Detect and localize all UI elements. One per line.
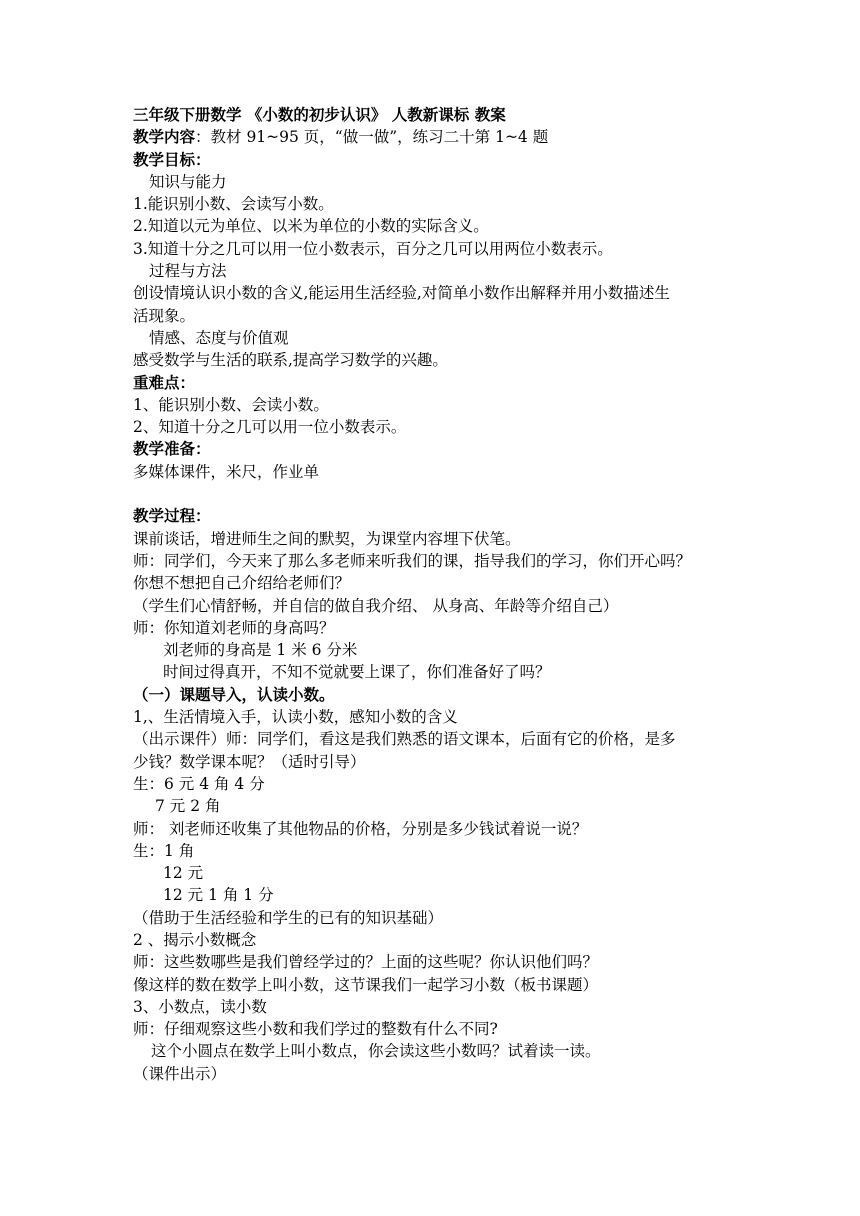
teaching-content-label: 教学内容 — [133, 127, 196, 147]
prep-text: 多媒体课件，米尺，作业单 — [133, 462, 320, 481]
process-line: 课前谈话，增进师生之间的默契，为课堂内容埋下伏笔。 — [133, 529, 521, 548]
process-line: 师：同学们，今天来了那么多老师来听我们的课，指导我们的学习，你们开心吗？ — [133, 551, 692, 570]
section3-line: 这个小圆点在数学上叫小数点，你会读这些小数吗？试着读一读。 — [151, 1042, 601, 1061]
keypoints-label: 重难点： — [133, 372, 196, 392]
goal-process-text: 创设情境认识小数的含义,能运用生活经验,对简单小数作出解释并用小数描述生 — [133, 284, 670, 303]
section3-line: 师：仔细观察这些小数和我们学过的整数有什么不同? — [133, 1020, 498, 1039]
section1-line: 师： 刘老师还收集了其他物品的价格，分别是多少钱试着说一说？ — [133, 819, 588, 838]
goal-emotion-heading: 情感、态度与价值观 — [149, 328, 289, 347]
section1-line: 少钱？数学课本呢？（适时引导） — [133, 752, 366, 771]
prep-label: 教学准备： — [133, 439, 211, 459]
goal-knowledge-item: 2.知道以元为单位、以米为单位的小数的实际含义。 — [133, 217, 489, 236]
height-line: 刘老师的身高是 1 米 6 分米 — [163, 641, 358, 660]
process-label: 教学过程： — [133, 506, 211, 526]
teaching-goals-label: 教学目标： — [133, 149, 211, 169]
goal-process-text: 活现象。 — [133, 306, 196, 325]
time-line: 时间过得真开，不知不觉就要上课了，你们准备好了吗？ — [163, 663, 551, 682]
section1-line: 12 元 — [163, 864, 204, 883]
goal-emotion-text: 感受数学与生活的联系,提高学习数学的兴趣。 — [133, 351, 448, 370]
process-line: （学生们心情舒畅，并自信的做自我介绍、 从身高、年龄等介绍自己） — [133, 596, 619, 615]
goal-process-heading: 过程与方法 — [149, 262, 227, 281]
section1-line: 生：6 元 4 角 4 分 — [133, 774, 265, 793]
section3-line: 3、小数点，读小数 — [133, 997, 267, 1016]
document-title: 三年级下册数学 《小数的初步认识》 人教新课标 教案 — [133, 105, 506, 124]
section1-line: 1,、生活情境入手，认读小数，感知小数的含义 — [133, 708, 458, 727]
process-line: 师：你知道刘老师的身高吗？ — [133, 618, 335, 637]
section1-line: 7 元 2 角 — [155, 797, 221, 816]
teaching-content-text: ：教材 91~95 页，“做一做”，练习二十第 1~4 题 — [195, 128, 549, 147]
keypoint-item: 2、知道十分之几可以用一位小数表示。 — [133, 418, 407, 437]
goal-knowledge-item: 1.能识别小数、会读写小数。 — [133, 195, 334, 214]
section2-line: 像这样的数在数学上叫小数，这节课我们一起学习小数（板书课题） — [133, 975, 599, 994]
keypoint-item: 1、能识别小数、会读小数。 — [133, 395, 329, 414]
goal-knowledge-heading: 知识与能力 — [149, 172, 227, 191]
section1-line: （借助于生活经验和学生的已有的知识基础） — [133, 908, 444, 927]
section3-line: （课件出示） — [133, 1064, 227, 1083]
section2-line: 师：这些数哪些是我们曾经学过的？上面的这些呢？你认识他们吗？ — [133, 953, 599, 972]
process-line: 你想不想把自己介绍给老师们？ — [133, 574, 351, 593]
blank-line — [133, 483, 733, 505]
section1-title: （一）课题导入，认读小数。 — [133, 684, 335, 704]
teaching-content — [133, 126, 733, 148]
section1-line: 12 元 1 角 1 分 — [163, 886, 274, 905]
section1-line: （出示课件）师：同学们，看这是我们熟悉的语文课本，后面有它的价格，是多 — [133, 730, 676, 749]
section1-line: 生：1 角 — [133, 841, 195, 860]
document-page — [133, 104, 733, 1085]
section2-line: 2 、揭示小数概念 — [133, 930, 257, 949]
goal-knowledge-item: 3.知道十分之几可以用一位小数表示，百分之几可以用两位小数表示。 — [133, 239, 613, 258]
